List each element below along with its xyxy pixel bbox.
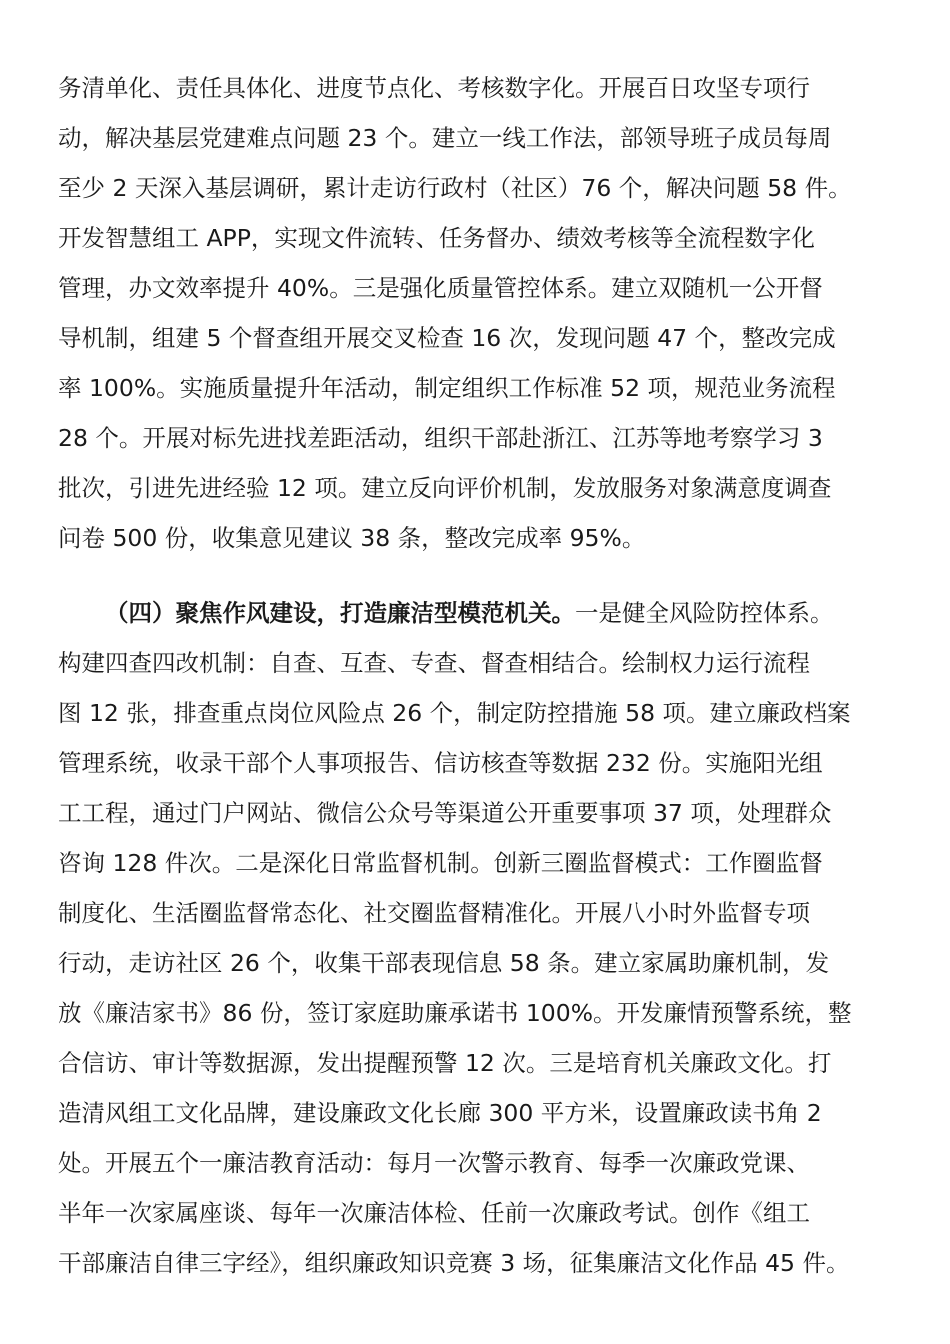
section-heading: （四）聚焦作风建设，打造廉洁型模范机关。 [105, 599, 575, 627]
text-line: 导机制，组建 5 个督查组开展交叉检查 16 次，发现问题 47 个，整改完成 [58, 324, 836, 352]
text-line: 率 100%。实施质量提升年活动，制定组织工作标准 52 项，规范业务流程 [58, 374, 836, 402]
text-line: 行动，走访社区 26 个，收集干部表现信息 58 条。建立家属助廉机制，发 [58, 949, 830, 977]
text-line: 至少 2 天深入基层调研，累计走访行政村（社区）76 个，解决问题 58 件。 [58, 174, 852, 202]
text-line: 动，解决基层党建难点问题 23 个。建立一线工作法，部领导班子成员每周 [58, 124, 832, 152]
text-line: 问卷 500 份，收集意见建议 38 条，整改完成率 95%。 [58, 524, 646, 552]
text-line: 28 个。开展对标先进找差距活动，组织干部赴浙江、江苏等地考察学习 3 [58, 424, 823, 452]
text-line: 合信访、审计等数据源，发出提醒预警 12 次。三是培育机关廉政文化。打 [58, 1049, 832, 1077]
text-line: 工工程，通过门户网站、微信公众号等渠道公开重要事项 37 项，处理群众 [58, 799, 832, 827]
text-line: 干部廉洁自律三字经》，组织廉政知识竞赛 3 场，征集廉洁文化作品 45 件。 [58, 1249, 850, 1277]
text-line: 构建四查四改机制：自查、互查、专查、督查相结合。绘制权力运行流程 [58, 649, 810, 677]
text-line: 放《廉洁家书》86 份，签订家庭助廉承诺书 100%。开发廉情预警系统，整 [58, 999, 852, 1027]
text-line: 批次，引进先进经验 12 项。建立反向评价机制，发放服务对象满意度调查 [58, 474, 832, 502]
section-4 [58, 588, 898, 1288]
text-line: 半年一次家属座谈、每年一次廉洁体检、任前一次廉政考试。创作《组工 [58, 1199, 810, 1227]
text-line: 管理，办文效率提升 40%。三是强化质量管控体系。建立双随机一公开督 [58, 274, 823, 302]
text-line: 务清单化、责任具体化、进度节点化、考核数字化。开展百日攻坚专项行 [58, 74, 810, 102]
paragraph-quality-control [58, 63, 898, 563]
text-run: 一是健全风险防控体系。 [575, 599, 834, 627]
text-line: 造清风组工文化品牌，建设廉政文化长廊 300 平方米，设置廉政读书角 2 [58, 1099, 822, 1127]
text-line: 开发智慧组工 APP，实现文件流转、任务督办、绩效考核等全流程数字化 [58, 224, 815, 252]
section-4-first-line [58, 588, 898, 638]
text-line: 图 12 张，排查重点岗位风险点 26 个，制定防控措施 58 项。建立廉政档案 [58, 699, 851, 727]
text-line: 制度化、生活圈监督常态化、社交圈监督精准化。开展八小时外监督专项 [58, 899, 810, 927]
text-line: 管理系统，收录干部个人事项报告、信访核查等数据 232 份。实施阳光组 [58, 749, 823, 777]
text-line: 咨询 128 件次。二是深化日常监督机制。创新三圈监督模式：工作圈监督 [58, 849, 823, 877]
text-line: 处。开展五个一廉洁教育活动：每月一次警示教育、每季一次廉政党课、 [58, 1149, 810, 1177]
paragraph-gap [58, 563, 898, 588]
document-page [58, 63, 898, 1288]
